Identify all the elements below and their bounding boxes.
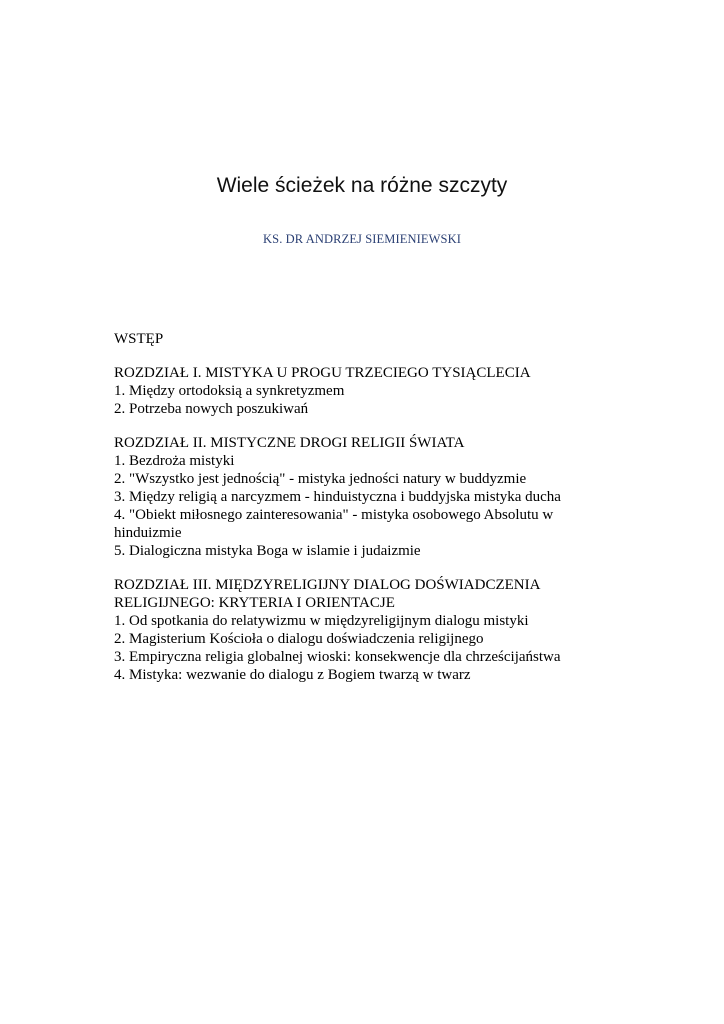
toc-chapter-3 [114,576,614,684]
chapter-item: 2. "Wszystko jest jednością" - mistyka jedności natury w buddyzmie [114,471,527,487]
chapter-heading: ROZDZIAŁ III. MIĘDZYRELIGIJNY DIALOG DOŚWIADCZENIA RELIGIJNEGO: KRYTERIA I ORIENTACJE [114,577,540,611]
toc-spacer [114,348,614,364]
chapter-item: 4. "Obiekt miłosnego zainteresowania" - mistyka osobowego Absolutu w hinduizmie [114,507,554,541]
document-title: Wiele ścieżek na różne szczyty [216,174,508,197]
table-of-contents [114,330,614,684]
chapter-item: 3. Między religią a narcyzmem - hinduistyczna i buddyjska mistyka ducha [114,489,561,505]
toc-spacer [114,560,614,576]
chapter-item: 1. Bezdroża mistyki [114,453,235,469]
chapter-item: 2. Magisterium Kościoła o dialogu doświadczenia religijnego [114,631,484,647]
chapter-item: 3. Empiryczna religia globalnej wioski: konsekwencje dla chrześcijaństwa [114,649,561,665]
chapter-heading: ROZDZIAŁ II. MISTYCZNE DROGI RELIGII ŚWIATA [114,435,465,451]
chapter-item: 5. Dialogiczna mistyka Boga w islamie i judaizmie [114,543,421,559]
toc-intro: WSTĘP [114,331,164,347]
document-author: KS. DR ANDRZEJ SIEMIENIEWSKI [263,232,461,246]
chapter-item: 4. Mistyka: wezwanie do dialogu z Bogiem twarzą w twarz [114,667,471,683]
toc-chapter-2 [114,434,614,560]
chapter-heading: ROZDZIAŁ I. MISTYKA U PROGU TRZECIEGO TYSIĄCLECIA [114,365,531,381]
chapter-item: 1. Od spotkania do relatywizmu w międzyreligijnym dialogu mistyki [114,613,529,629]
chapter-item: 1. Między ortodoksią a synkretyzmem [114,383,345,399]
toc-chapter-1 [114,364,614,418]
toc-spacer [114,418,614,434]
chapter-item: 2. Potrzeba nowych poszukiwań [114,401,309,417]
